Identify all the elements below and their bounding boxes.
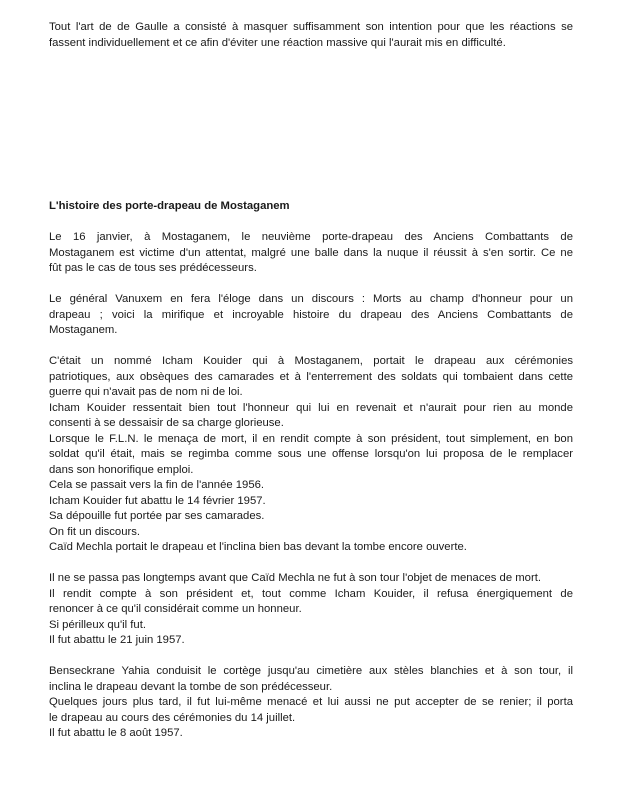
document-page: [49, 20, 573, 742]
text-line: drapeau ; voici la mirifique et incroyable histoire du drapeau des Anciens Combattants de: [49, 308, 573, 321]
text-line: le drapeau au cours des cérémonies du 14 juillet.: [49, 711, 296, 724]
text-line: Il ne se passa pas longtemps avant que Caïd Mechla ne fut à son tour l'objet de menaces de mort.: [49, 572, 541, 584]
blank-space: [49, 51, 573, 199]
text-line: patriotiques, aux obsèques des camarades et à l'enterrement des soldats qui tombaient dans cette: [49, 370, 573, 383]
text-line: Quelques jours plus tard, il fut lui-même menacé et lui aussi ne put accepter de se renier; il porta: [49, 696, 573, 708]
text-line: Si périlleux qu'il fut.: [49, 618, 146, 631]
paragraph-caid-mechla: [49, 571, 573, 649]
text-line: C'était un nommé Icham Kouider qui à Mostaganem, portait le drapeau aux cérémonies: [49, 355, 573, 367]
intro-paragraph: [49, 20, 573, 51]
text-line: Cela se passait vers la fin de l'année 1956.: [49, 479, 265, 491]
text-line: Lorsque le F.L.N. le menaça de mort, il en rendit compte à son président, tout simplement, en bon: [49, 432, 573, 445]
text-line: Mostaganem.: [49, 324, 118, 336]
text-line: Tout l'art de de Gaulle a consisté à masquer suffisamment son intention pour que les réactions se: [49, 21, 573, 33]
text-line: Sa dépouille fut portée par ses camarades.: [49, 510, 265, 522]
text-line: fût pas le cas de tous ses prédécesseurs.: [49, 262, 257, 274]
text-line: dans son honorifique emploi.: [49, 463, 194, 476]
text-line: Caïd Mechla portait le drapeau et l'inclina bien bas devant la tombe encore ouverte.: [49, 541, 467, 553]
text-line: Il rendit compte à son président et, tout comme Icham Kouider, il refusa énergiquement de: [49, 587, 573, 600]
text-line: Il fut abattu le 8 août 1957.: [49, 727, 183, 739]
paragraph-benseckrane-yahia: [49, 664, 573, 742]
text-line: consenti à se dessaisir de sa charge glorieuse.: [49, 417, 284, 429]
text-line: fassent individuellement et ce afin d'éviter une réaction massive qui l'aurait mis en difficulté.: [49, 36, 506, 49]
paragraph-vanuxem: [49, 292, 573, 339]
text-line: Le 16 janvier, à Mostaganem, le neuvième porte-drapeau des Anciens Combattants de: [49, 231, 573, 243]
text-line: guerre qui n'avait pas de nom ni de loi.: [49, 386, 243, 398]
text-line: Mostaganem est victime d'un attentat, malgré une balle dans la nuque il réussit à s'en sortir. Ce ne: [49, 246, 573, 259]
text-line: renoncer à ce qu'il considérait comme un honneur.: [49, 603, 302, 615]
text-line: Benseckrane Yahia conduisit le cortège jusqu'au cimetière aux stèles blanchies et à son tour, il: [49, 665, 573, 677]
text-line: Il fut abattu le 21 juin 1957.: [49, 634, 185, 646]
text-line: soldat qu'il était, mais se regimba comme sous une offense lorsqu'on lui proposa de le remplacer: [49, 448, 573, 460]
section-heading: L'histoire des porte-drapeau de Mostaganem: [49, 200, 290, 212]
paragraph-attentat: [49, 230, 573, 277]
text-line: inclina le drapeau devant la tombe de son prédécesseur.: [49, 680, 333, 693]
text-line: On fit un discours.: [49, 525, 141, 538]
paragraph-icham-kouider: [49, 354, 573, 556]
text-line: Icham Kouider ressentait bien tout l'honneur qui lui en revenait et n'aurait pour rien au monde: [49, 401, 573, 414]
text-line: Icham Kouider fut abattu le 14 février 1957.: [49, 494, 266, 507]
text-line: Le général Vanuxem en fera l'éloge dans un discours : Morts au champ d'honneur pour un: [49, 293, 573, 305]
